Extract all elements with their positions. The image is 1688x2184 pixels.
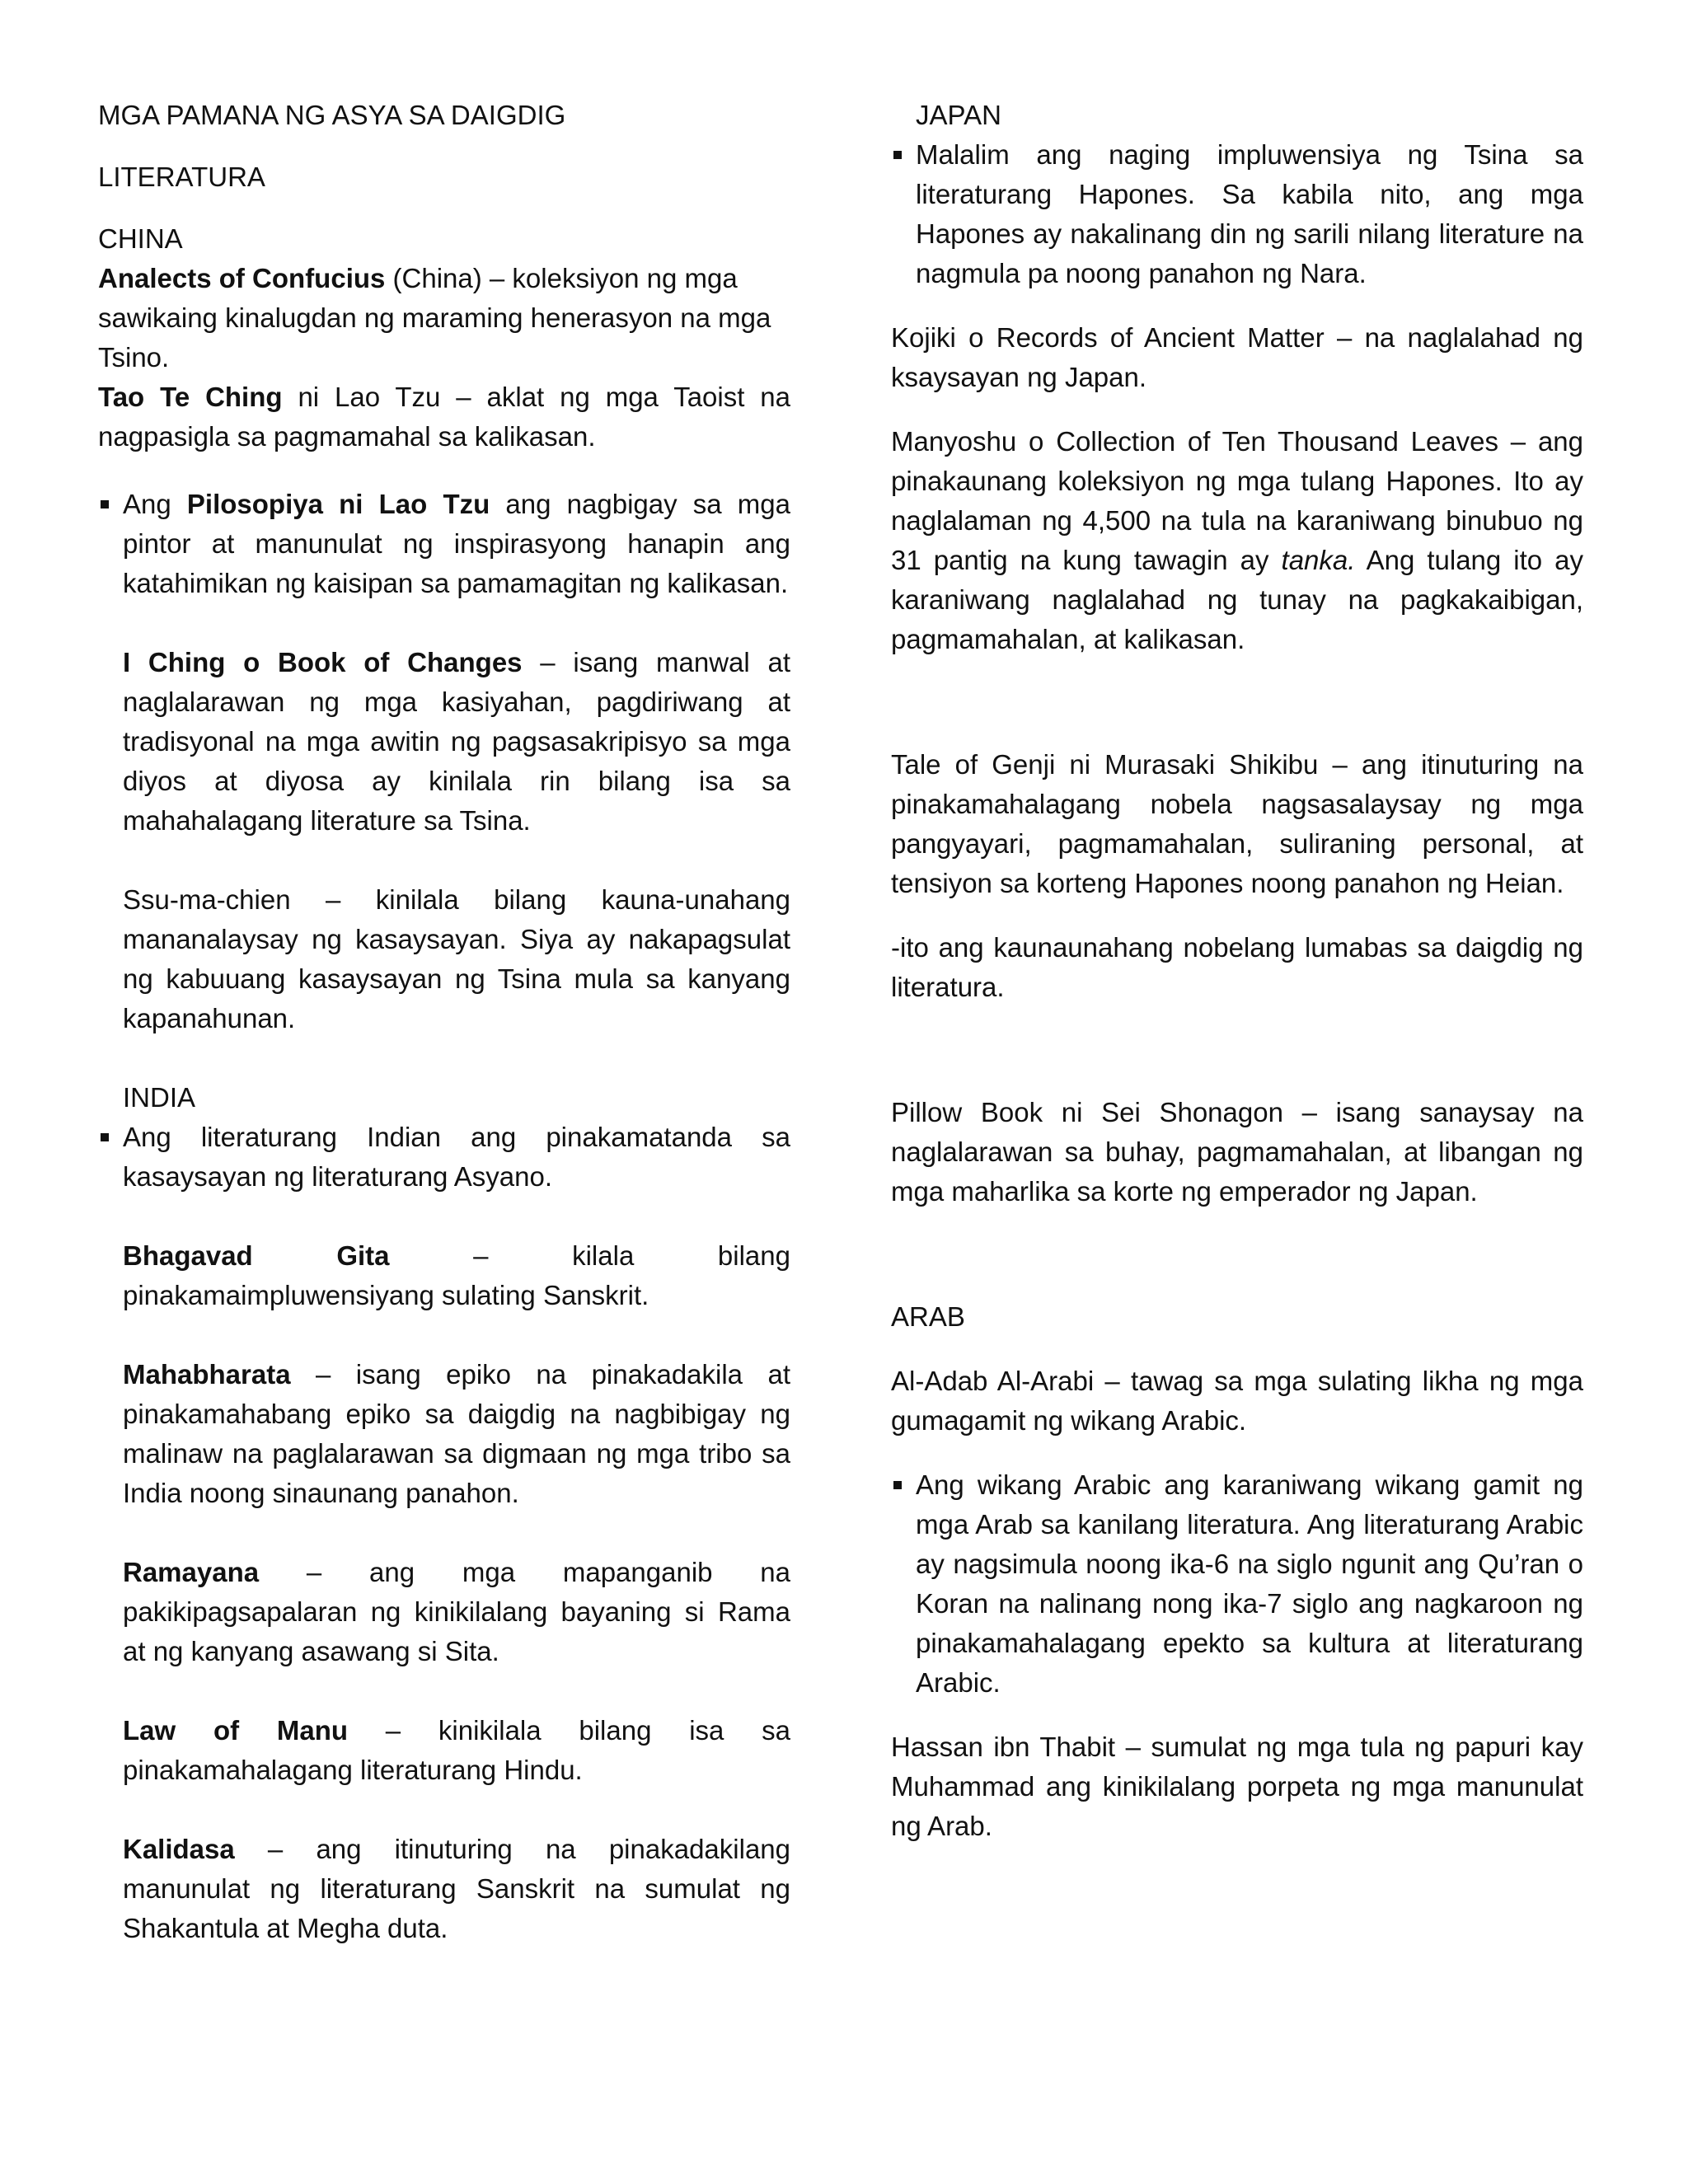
entry-manyoshu-term: tanka.: [1281, 545, 1356, 575]
entry-manyoshu-text-2: Ang tulang ito ay karaniwang naglalahad ng tunay na pagkakaibigan, pagmamahalan, at kalikasan.: [891, 545, 1583, 654]
heading-india: INDIA: [123, 1082, 196, 1113]
entry-ramayana-title: Ramayana: [123, 1557, 260, 1587]
entry-tale-of-genji-note: -ito ang kaunaunahang nobelang lumabas sa daigdig ng literatura.: [891, 932, 1583, 1002]
bullet-pilosopiya-title: Pilosopiya ni Lao Tzu: [186, 489, 490, 519]
entry-manyoshu-text-1: Manyoshu o Collection of Ten Thousand Leaves – ang pinakaunang koleksiyon ng mga tulang Hapones. Ito ay naglalaman ng 4,500 na tula na karaniwang binubuo ng 31 pantig na kung tawagin ay: [891, 426, 1583, 575]
entry-law-of-manu-title: Law of Manu: [123, 1715, 349, 1746]
entry-al-adab-al-arabi: Al-Adab Al-Arabi – tawag sa mga sulating likha ng mga gumagamit ng wikang Arabic.: [891, 1366, 1583, 1436]
entry-bhagavad-gita-text: – kilala bilang pinakamaimpluwensiyang sulating Sanskrit.: [123, 1240, 790, 1310]
entry-analects: [98, 259, 790, 377]
heading-japan: JAPAN: [916, 100, 1001, 130]
entry-tao-te-ching-title: Tao Te Ching: [98, 382, 283, 412]
entry-ramayana: [98, 1553, 790, 1671]
bullet-pilosopiya-text: ang nagbigay sa mga pintor at manunulat ng inspirasyong hanapin ang katahimikan ng kaisipan sa pamamagitan ng kalikasan.: [123, 489, 790, 598]
entry-kalidasa-text: – ang itinuturing na pinakadakilang manunulat ng literaturang Sanskrit na sumulat ng Shakantula at Megha duta.: [123, 1834, 790, 1943]
entry-analects-title: Analects of Confucius: [98, 263, 386, 293]
document-title: MGA PAMANA NG ASYA SA DAIGDIG: [98, 100, 566, 130]
entry-ssu-ma-chien: Ssu-ma-chien – kinilala bilang kauna-unahang mananalaysay ng kasaysayan. Siya ay nakapagsulat ng kabuuang kasaysayan ng Tsina mula sa kanyang kapanahunan.: [123, 884, 790, 1033]
entry-kojiki: Kojiki o Records of Ancient Matter – na naglalahad ng ksaysayan ng Japan.: [891, 322, 1583, 392]
entry-tao-te-ching-text: ni Lao Tzu – aklat ng mga Taoist na nagpasigla sa pagmamahal sa kalikasan.: [98, 382, 791, 452]
bullet-pilosopiya-pre: Ang: [123, 489, 187, 519]
entry-mahabharata: [98, 1355, 790, 1513]
entry-pillow-book: Pillow Book ni Sei Shonagon – isang sanaysay na naglalarawan sa buhay, pagmamahalan, at libangan ng mga maharlika sa korte ng emperador ng Japan.: [891, 1097, 1583, 1207]
heading-arab: ARAB: [891, 1301, 965, 1332]
bullet-japan-intro: Malalim ang naging impluwensiya ng Tsina sa literaturang Hapones. Sa kabila nito, ang mga Hapones ay nakalinang din ng sarili nilang literature na nagmula pa noong panahon ng Nara.: [891, 135, 1583, 293]
entry-kalidasa-title: Kalidasa: [123, 1834, 235, 1864]
right-column: [891, 96, 1583, 1846]
entry-ramayana-text: – ang mga mapanganib na pakikipagsapalaran ng kinikilalang bayaning si Rama at ng kanyang asawang si Sita.: [123, 1557, 790, 1666]
entry-mahabharata-title: Mahabharata: [123, 1359, 291, 1390]
entry-i-ching-title: I Ching o Book of Changes: [123, 647, 523, 677]
heading-china: CHINA: [98, 223, 183, 254]
entry-bhagavad-gita: [98, 1236, 790, 1315]
entry-manyoshu: [891, 422, 1583, 659]
entry-tale-of-genji: Tale of Genji ni Murasaki Shikibu – ang itinuturing na pinakamahalagang nobela nagsasalaysay ng mga pangyayari, pagmamahalan, suliraning personal, at tensiyon sa korteng Hapones noong panahon ng Heian.: [891, 749, 1583, 898]
entry-mahabharata-text: – isang epiko na pinakadakila at pinakamahabang epiko sa daigdig na nagbibigay ng malinaw na paglalarawan sa digmaan ng mga tribo sa India noong sinaunang panahon.: [123, 1359, 790, 1508]
bullet-wikang-arabic: Ang wikang Arabic ang karaniwang wikang gamit ng mga Arab sa kanilang literatura. Ang literaturang Arabic ay nagsimula noong ika-6 na siglo ngunit ang Qu’ran o Koran na nalinang nong ika-7 siglo ang nagkaroon ng pinakamahalagang epekto sa kultura at literaturang Arabic.: [891, 1465, 1583, 1703]
entry-law-of-manu-text: – kinikilala bilang isa sa pinakamahalagang literaturang Hindu.: [123, 1715, 790, 1785]
bullet-india-intro: Ang literaturang Indian ang pinakamatanda sa kasaysayan ng literaturang Asyano.: [98, 1118, 790, 1197]
entry-hassan-ibn-thabit: Hassan ibn Thabit – sumulat ng mga tula ng papuri kay Muhammad ang kinikilalang porpeta ng mga manunulat ng Arab.: [891, 1732, 1583, 1841]
bullet-pilosopiya-lao-tzu: [98, 485, 790, 603]
section-heading-literatura: LITERATURA: [98, 162, 265, 192]
entry-tao-te-ching: [98, 377, 790, 457]
entry-i-ching-text: – isang manwal at naglalarawan ng mga kasiyahan, pagdiriwang at tradisyonal na mga awitin ng pagsasakripisyo sa mga diyos at diyosa ay kinilala rin bilang isa sa mahahalagang literature sa Tsina.: [123, 647, 791, 836]
entry-i-ching: [98, 643, 790, 841]
entry-kalidasa: [98, 1830, 790, 1948]
left-column: [98, 96, 790, 1948]
entry-law-of-manu: [98, 1711, 790, 1790]
entry-analects-text: (China) – koleksiyon ng mga sawikaing kinalugdan ng maraming henerasyon na mga Tsino.: [98, 263, 771, 373]
entry-bhagavad-gita-title: Bhagavad Gita: [123, 1240, 390, 1271]
